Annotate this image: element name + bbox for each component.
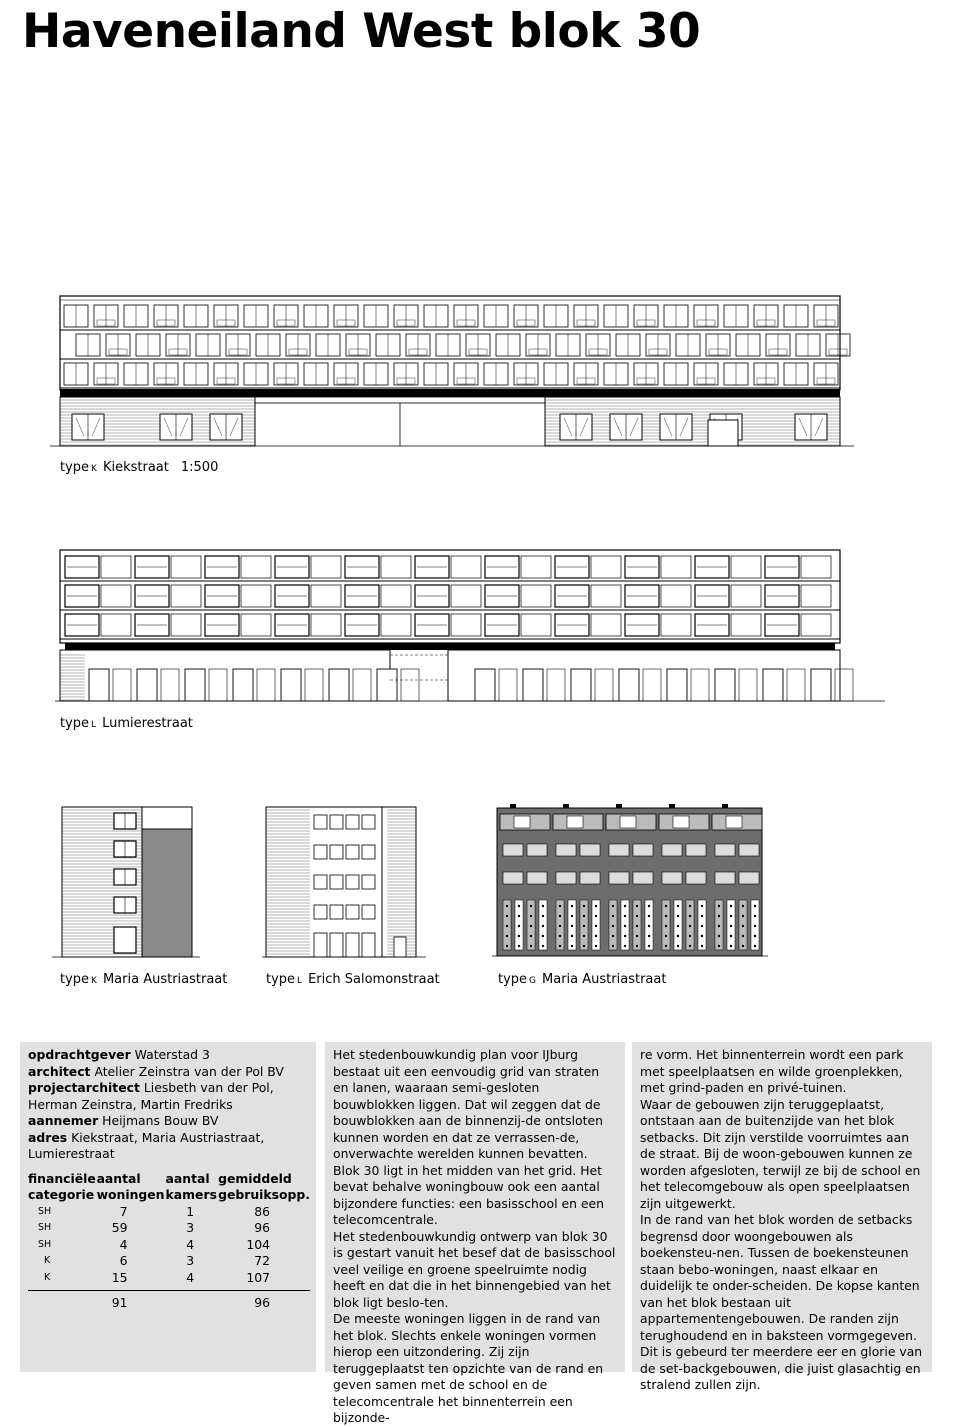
paragraph: De meeste woningen liggen in de rand van het blok. Slechts enkele woningen vormen hierop een uitzondering. Zij zijn teruggeplaatst ten opzichte van de rand en geven samen met de school en de telecomcentrale het binnenterrein een bijzonde- [333, 1311, 604, 1425]
col-header-category: financiële categorie [28, 1170, 96, 1202]
table-total-row: 91 96 [28, 1291, 310, 1312]
text-column-2 [325, 1042, 625, 1425]
paragraph: Het stedenbouwkundig ontwerp van blok 30 is gestart vanuit het besef dat de basisschool veel veilige en groene speelruimte nodig heeft en dat die in het binnengebied van het blok ligt beslo-ten. [333, 1228, 616, 1310]
paragraph: Het stedenbouwkundig plan voor IJburg bestaat uit een eenvoudig grid van straten en lanen, waaraan semi-gesloten bouwblokken liggen. Dat wil zeggen dat de bouwblokken aan de binnenzij-de ontsloten kunnen worden en dat ze verrassen-de, onverwachte werelden kunnen bevatten. Blok 30 ligt in het midden van het grid. Het bevat behalve woningbouw ook een aantal bijzondere functies: een basisschool en een telecomcentrale. [333, 1047, 604, 1227]
elevation-erich-salomonstraat [262, 805, 428, 961]
col-header-area: gemiddeld gebruiksopp. [218, 1170, 311, 1202]
paragraph: In de rand van het blok worden de setbacks begrensd door woongebouwen als boekensteu-nen. Tussen de boekensteunen staan bebo-woningen, naast elkaar en duidelijk te onder-scheiden. De kopse kanten van het blok bestaan uit appartementengebouwen. De randen zijn terughoudend en in baksteen vormgegeven. Dit is gebeurd ter meerdere eer en glorie van de set-backgebouwen, die juist glasachtig en stralend zullen zijn. [640, 1212, 923, 1392]
credit-client: opdrachtgever Waterstad 3 [28, 1047, 210, 1062]
col-header-rooms: aantal kamers [165, 1170, 217, 1202]
credit-contractor: aannemer Heijmans Bouw BV [28, 1113, 219, 1128]
page-title: Haveneiland West blok 30 [22, 4, 701, 59]
caption-lumierestraat: type L Lumierestraat [60, 716, 193, 731]
credit-architect: architect Atelier Zeinstra van der Pol BV [28, 1063, 284, 1079]
caption-erich-salomonstraat: type L Erich Salomonstraat [266, 972, 440, 987]
caption-maria-austriastraat-k: type K Maria Austriastraat [60, 972, 228, 987]
credit-address: adres Kiekstraat, Maria Austriastraat, Lumierestraat [28, 1129, 265, 1161]
table-row: K 6 3 72 [44, 1253, 270, 1268]
paragraph: Waar de gebouwen zijn teruggeplaatst, ontstaan aan de buitenzijde van het blok setbacks. Dit zijn verstilde voorruimtes aan de straat. Bij de woon-gebouwen kunnen ze worden afgesloten, terwijl ze bij de school en het telecomgebouw als open speelplaatsen zijn uitgewerkt. [640, 1096, 921, 1211]
table-row: K 15 4 107 [44, 1269, 270, 1285]
elevation-maria-austriastraat-k [52, 805, 202, 961]
paragraph: re vorm. Het binnenterrein wordt een park met speelplaatsen en wilde groenplekken, met grind-paden en privé-tuinen. [640, 1047, 904, 1095]
credits-list [28, 1047, 308, 1163]
table-row: SH 59 3 96 [38, 1220, 270, 1235]
project-data-panel [20, 1042, 316, 1372]
table-row: SH 7 1 86 [38, 1203, 270, 1219]
elevation-maria-austriastraat-g [492, 800, 772, 962]
caption-maria-austriastraat-g: type G Maria Austriastraat [498, 972, 667, 987]
housing-stats-table [28, 1171, 310, 1312]
elevation-kiekstraat [50, 290, 860, 452]
table-row: SH 4 4 104 [38, 1236, 270, 1252]
elevation-lumierestraat [55, 545, 890, 705]
text-column-3 [632, 1042, 932, 1392]
col-header-dwellings: aantal woningen [96, 1170, 165, 1202]
caption-kiekstraat: type K Kiekstraat 1:500 [60, 460, 219, 475]
credit-project-architect: projectarchitect Liesbeth van der Pol, Herman Zeinstra, Martin Fredriks [28, 1080, 274, 1112]
